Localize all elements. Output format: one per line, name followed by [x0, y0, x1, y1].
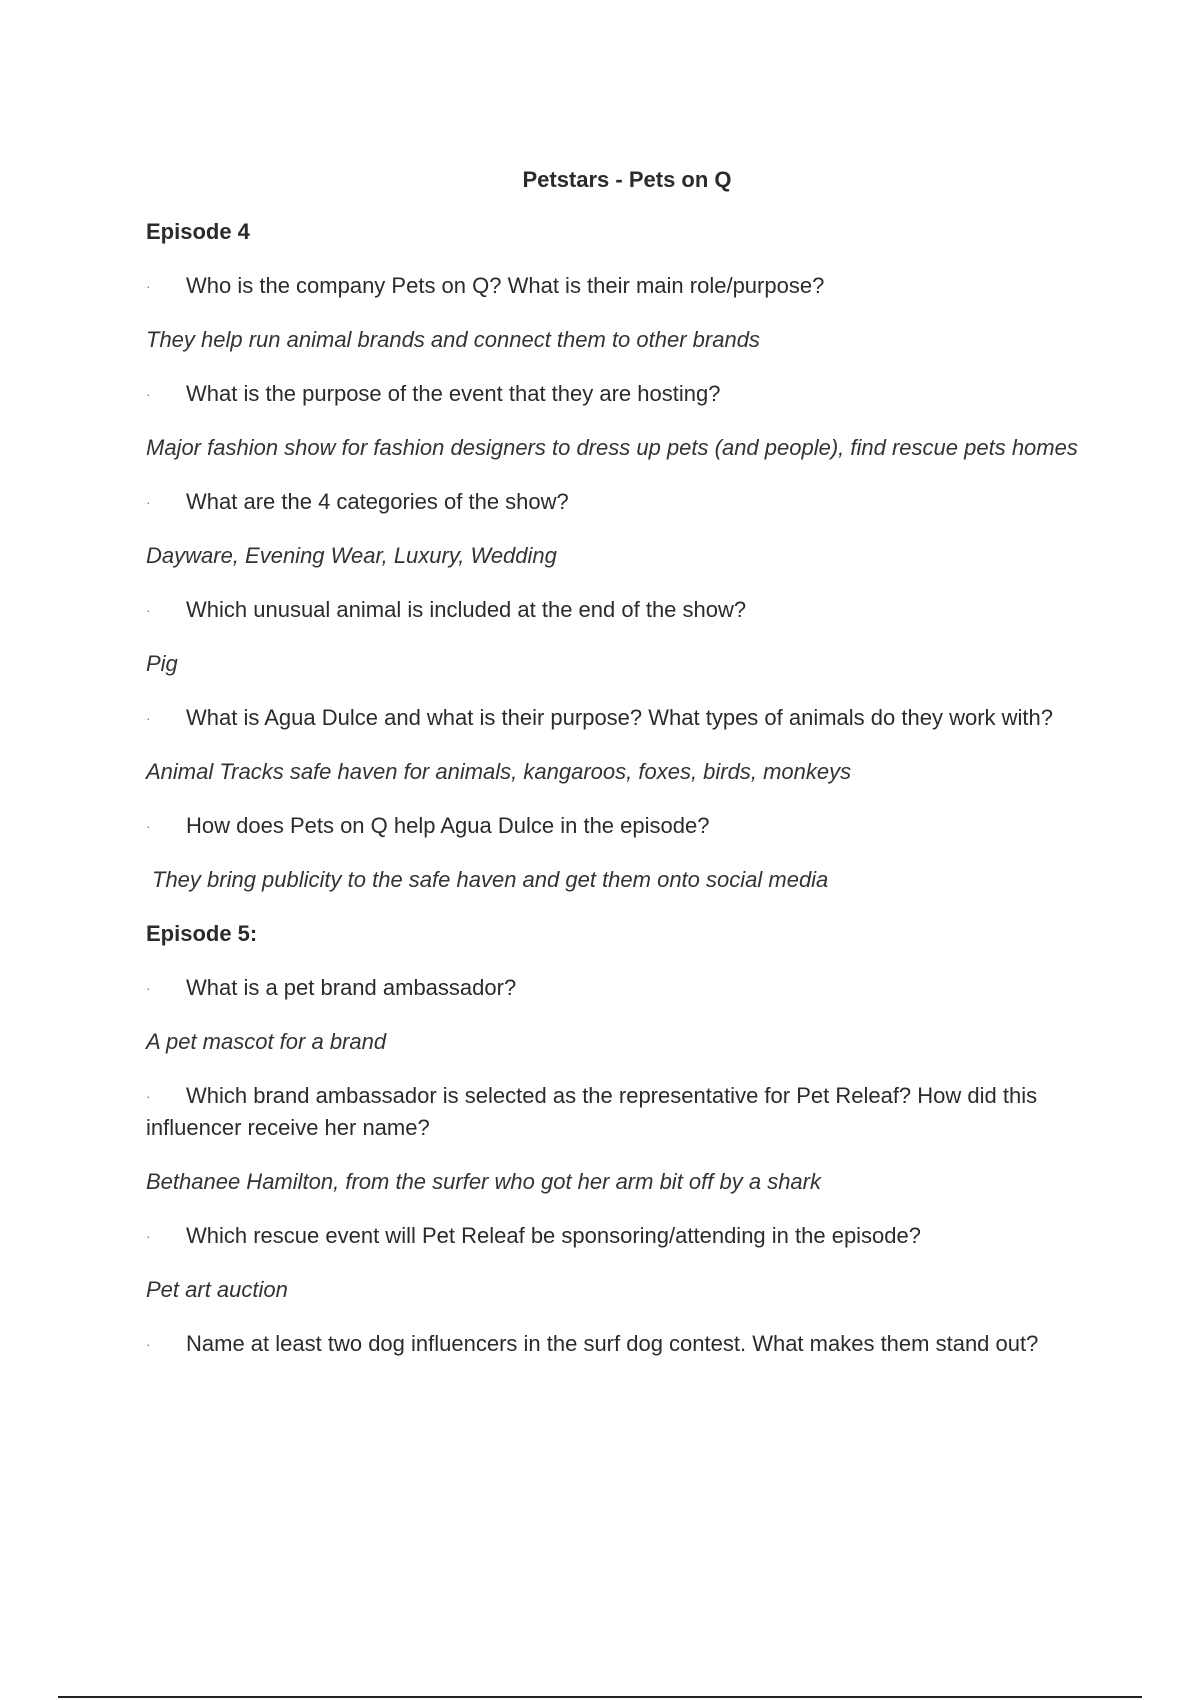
question-item	[146, 1080, 1096, 1144]
answer-text: They bring publicity to the safe haven and get them onto social media	[152, 867, 829, 892]
episode-4-heading: Episode 4	[146, 219, 250, 244]
bullet-icon: ·	[146, 980, 151, 996]
question-item	[146, 378, 1096, 410]
question-item	[146, 486, 1096, 518]
bullet-icon: ·	[146, 494, 151, 510]
bullet-icon: ·	[146, 1336, 151, 1352]
answer-text: Bethanee Hamilton, from the surfer who got her arm bit off by a shark	[146, 1169, 821, 1194]
question-item	[146, 702, 1096, 734]
answer-text: Pet art auction	[146, 1277, 288, 1302]
answer-text: A pet mascot for a brand	[146, 1029, 387, 1054]
question-text: Which brand ambassador is selected as the representative for Pet Releaf? How did this influencer receive her name?	[146, 1083, 1038, 1140]
question-item	[146, 810, 1096, 842]
bullet-icon: ·	[146, 278, 151, 294]
question-text: What is a pet brand ambassador?	[186, 975, 517, 1000]
answer-text: Pig	[146, 651, 178, 676]
answer-text: Animal Tracks safe haven for animals, kangaroos, foxes, birds, monkeys	[146, 759, 852, 784]
question-item	[146, 1220, 1096, 1252]
bullet-icon: ·	[146, 1228, 151, 1244]
bullet-icon: ·	[146, 1088, 151, 1104]
question-item	[146, 594, 1096, 626]
question-text: What are the 4 categories of the show?	[186, 489, 569, 514]
bullet-icon: ·	[146, 386, 151, 402]
question-item	[146, 1328, 1096, 1360]
answer-text: Major fashion show for fashion designers to dress up pets (and people), find rescue pets homes	[146, 435, 1078, 460]
page-divider	[58, 1696, 1142, 1698]
question-text: Who is the company Pets on Q? What is their main role/purpose?	[186, 273, 825, 298]
question-item	[146, 972, 1096, 1004]
answer-text: Dayware, Evening Wear, Luxury, Wedding	[146, 543, 557, 568]
question-item	[146, 270, 1096, 302]
bullet-icon: ·	[146, 602, 151, 618]
document-page	[146, 164, 1096, 1382]
question-text: Which unusual animal is included at the end of the show?	[186, 597, 747, 622]
episode-5-heading: Episode 5:	[146, 921, 258, 946]
bullet-icon: ·	[146, 710, 151, 726]
bullet-icon: ·	[146, 818, 151, 834]
question-text: Name at least two dog influencers in the surf dog contest. What makes them stand out?	[186, 1331, 1039, 1356]
question-text: What is the purpose of the event that they are hosting?	[186, 381, 721, 406]
document-title: Petstars - Pets on Q	[522, 167, 732, 192]
question-text: What is Agua Dulce and what is their purpose? What types of animals do they work with?	[186, 705, 1053, 730]
answer-text: They help run animal brands and connect them to other brands	[146, 327, 760, 352]
question-text: Which rescue event will Pet Releaf be sponsoring/attending in the episode?	[186, 1223, 922, 1248]
question-text: How does Pets on Q help Agua Dulce in the episode?	[186, 813, 710, 838]
